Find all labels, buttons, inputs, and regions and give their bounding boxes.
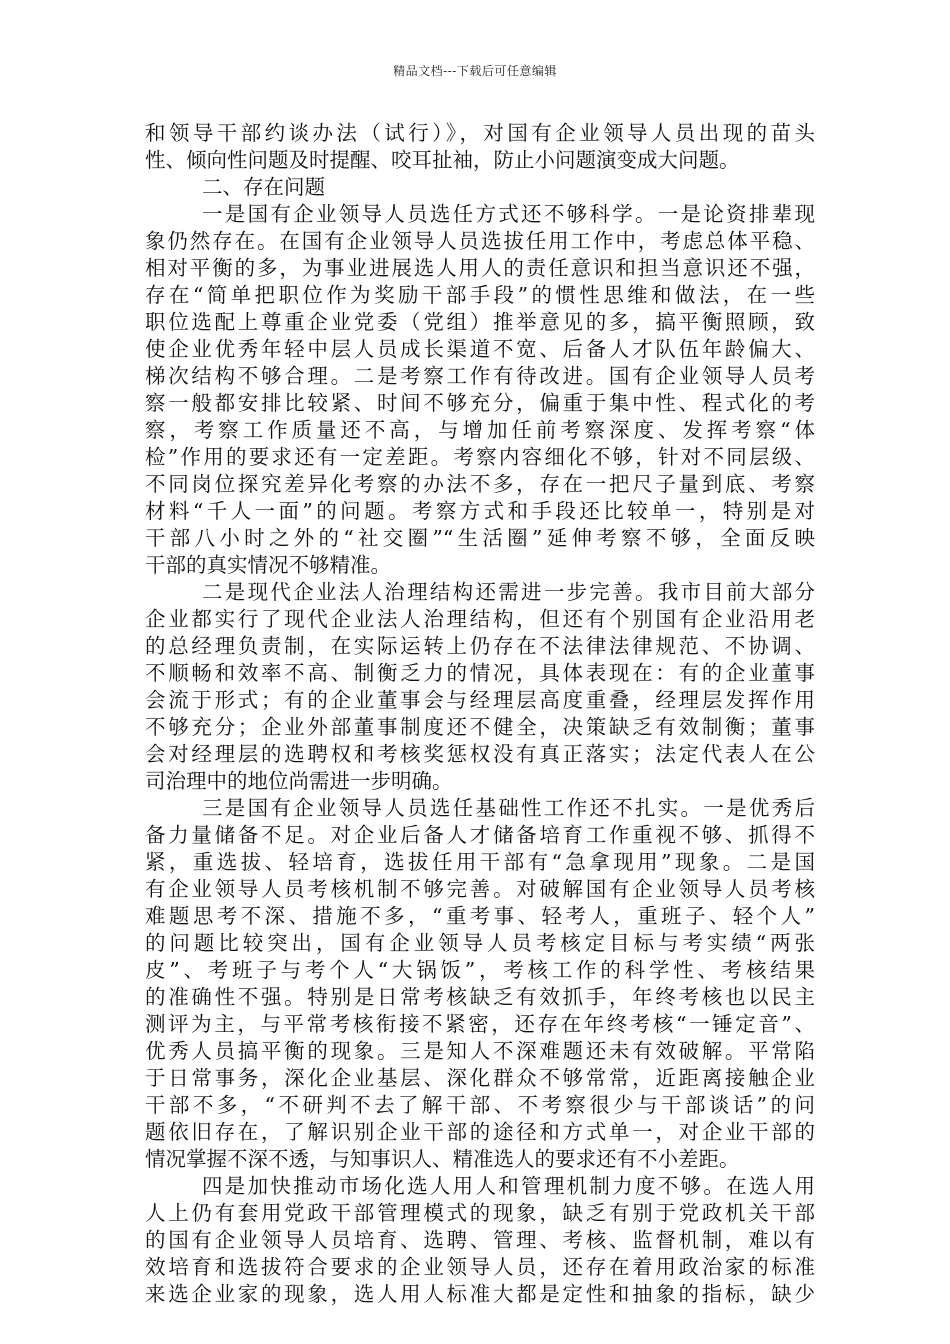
text-line: 干部的真实情况不够精准。 (145, 553, 391, 577)
text-line: 于日常事务，深化企业基层、深化群众不够常常，近距离接触企业 (145, 1066, 815, 1090)
text-line: 干部八小时之外的“社交圈”“生活圈”延伸考察不够，全面反映 (145, 526, 815, 550)
text-line: 效培育和选拔符合要求的企业领导人员，还存在着用政治家的标准 (145, 1255, 815, 1279)
text-line: 不同岗位探究差异化考察的办法不多，存在一把尺子量到底、考察 (145, 472, 815, 496)
text-line: 四是加快推动市场化选人用人和管理机制力度不够。在选人用 (202, 1174, 815, 1198)
text-line: 紧，重选拔、轻培育，选拔任用干部有“急拿现用”现象。二是国 (145, 850, 815, 874)
text-line: 和领导干部约谈办法（试行）》，对国有企业领导人员出现的苗头 (145, 121, 815, 145)
text-line: 不顺畅和效率不高、制衡乏力的情况，具体表现在：有的企业董事 (145, 661, 815, 685)
text-line: 情况掌握不深不透，与知事识人、精准选人的要求还有不小差距。 (145, 1147, 740, 1171)
text-line: 企业都实行了现代企业法人治理结构，但还有个别国有企业沿用老 (145, 607, 815, 631)
text-line: 相对平衡的多，为事业进展选人用人的责任意识和担当意识还不强， (145, 256, 815, 280)
text-line: 的准确性不强。特别是日常考核缺乏有效抓手，年终考核也以民主 (145, 985, 815, 1009)
text-line: 题依旧存在，了解识别企业干部的途径和方式单一，对企业干部的 (145, 1120, 815, 1144)
text-line: 司治理中的地位尚需进一步明确。 (145, 769, 453, 793)
text-line: 二是现代企业法人治理结构还需进一步完善。我市目前大部分 (202, 580, 815, 604)
text-line: 察，考察工作质量还不高，与增加任前考察深度、发挥考察“体 (145, 418, 815, 442)
text-line: 三是国有企业领导人员选任基础性工作还不扎实。一是优秀后 (202, 796, 815, 820)
page-header: 精品文档---下载后可任意编辑 (393, 64, 557, 78)
text-line: 性、倾向性问题及时提醒、咬耳扯袖，防止小问题演变成大问题。 (145, 148, 740, 172)
text-line: 察一般都安排比较紧、时间不够充分，偏重于集中性、程式化的考 (145, 391, 815, 415)
text-line: 职位选配上尊重企业党委（党组）推举意见的多，搞平衡照顾，致 (145, 310, 815, 334)
text-line: 的问题比较突出，国有企业领导人员考核定目标与考实绩“两张 (145, 931, 815, 955)
text-line: 一是国有企业领导人员选任方式还不够科学。一是论资排辈现 (202, 202, 815, 226)
text-line: 的总经理负责制，在实际运转上仍存在不法律法律规范、不协调、 (145, 634, 815, 658)
text-line: 备力量储备不足。对企业后备人才储备培育工作重视不够、抓得不 (145, 823, 815, 847)
text-line: 使企业优秀年轻中层人员成长渠道不宽、后备人才队伍年龄偏大、 (145, 337, 815, 361)
text-line: 人上仍有套用党政干部管理模式的现象，缺乏有别于党政机关干部 (145, 1201, 815, 1225)
text-line: 不够充分；企业外部董事制度还不健全，决策缺乏有效制衡；董事 (145, 715, 815, 739)
text-line: 测评为主，与平常考核衔接不紧密，还存在年终考核“一锤定音”、 (145, 1012, 815, 1036)
text-line: 会对经理层的选聘权和考核奖惩权没有真正落实；法定代表人在公 (145, 742, 815, 766)
document-body (145, 120, 815, 1308)
text-line: 二、存在问题 (202, 175, 325, 199)
text-line: 材料“千人一面”的问题。考察方式和手段还比较单一，特别是对 (145, 499, 815, 523)
text-line: 梯次结构不够合理。二是考察工作有待改进。国有企业领导人员考 (145, 364, 815, 388)
text-line: 存在“简单把职位作为奖励干部手段”的惯性思维和做法，在一些 (145, 283, 815, 307)
text-line: 检”作用的要求还有一定差距。考察内容细化不够，针对不同层级、 (145, 445, 815, 469)
text-line: 的国有企业领导人员培育、选聘、管理、考核、监督机制，难以有 (145, 1228, 815, 1252)
text-line: 会流于形式；有的企业董事会与经理层高度重叠，经理层发挥作用 (145, 688, 815, 712)
text-line: 优秀人员搞平衡的现象。三是知人不深难题还未有效破解。平常陷 (145, 1039, 815, 1063)
text-line: 皮”、考班子与考个人“大锅饭”，考核工作的科学性、考核结果 (145, 958, 815, 982)
text-line: 有企业领导人员考核机制不够完善。对破解国有企业领导人员考核 (145, 877, 815, 901)
text-line: 来选企业家的现象，选人用人标准大都是定性和抽象的指标，缺少 (145, 1282, 815, 1306)
text-line: 干部不多，“不研判不去了解干部、不考察很少与干部谈话”的问 (145, 1093, 815, 1117)
text-line: 象仍然存在。在国有企业领导人员选拔任用工作中，考虑总体平稳、 (145, 229, 815, 253)
text-line: 难题思考不深、措施不多，“重考事、轻考人，重班子、轻个人” (145, 904, 815, 928)
